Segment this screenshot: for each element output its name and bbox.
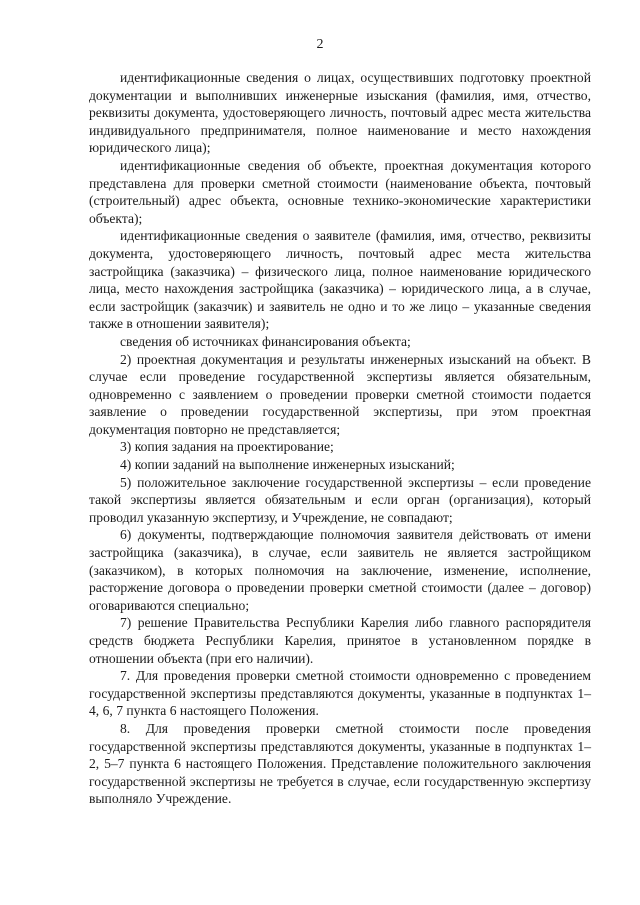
paragraph-item-3: 3) копия задания на проектирование; xyxy=(120,439,334,455)
paragraph-clause-8: 8. Для проведения проверки сметной стоимости после проведения государственной экспертизы представляются документы, указанные в подпунктах 1–2, 5–7 пункта 6 настоящего Положения. Представление положительного заключения государственной экспертизы не требуется в случае, если государственную экспертизу выполняло Учреждение. xyxy=(89,720,591,807)
paragraph-item-7: 7) решение Правительства Республики Карелия либо главного распорядителя средств бюджета Республики Карелия, принятое в установленном порядке в отношении объекта (при его наличии). xyxy=(89,615,591,666)
paragraph-executors-info: идентификационные сведения о лицах, осуществивших подготовку проектной документации и выполнивших инженерные изыскания (фамилия, имя, отчество, реквизиты документа, удостоверяющего личность, почтовый адрес места жительства индивидуального предпринимателя, полное наименование и место нахождения юридического лица); xyxy=(89,70,591,156)
paragraph-item-2: 2) проектная документация и результаты инженерных изысканий на объект. В случае если проведение государственной экспертизы является обязательным, одновременно с заявлением о проведении проверки сметной стоимости подается заявление о проведении государственной экспертизы, при этом проектная документация повторно не представляется; xyxy=(89,351,591,437)
paragraph-item-4: 4) копии заданий на выполнение инженерных изысканий; xyxy=(120,457,455,473)
paragraph-applicant-info: идентификационные сведения о заявителе (фамилия, имя, отчество, реквизиты документа, удостоверяющего личность, почтовый адрес места жительства застройщика (заказчика) – физического лица, полное наименование юридического лица, место нахождения застройщика (заказчика) – юридического лица, а в случае, если застройщик (заказчик) и заявитель не одно и то же лицо – указанные сведения также в отношении заявителя); xyxy=(89,228,591,332)
paragraph-object-info: идентификационные сведения об объекте, проектная документация которого представлена для проверки сметной стоимости (наименование объекта, почтовый (строительный) адрес объекта, основные технико-экономические характеристики объекта); xyxy=(89,157,591,226)
paragraph-clause-7: 7. Для проведения проверки сметной стоимости одновременно с проведением государственной экспертизы представляются документы, указанные в подпунктах 1–4, 6, 7 пункта 6 настоящего Положения. xyxy=(89,668,591,719)
document-body xyxy=(89,69,591,808)
paragraph-item-5: 5) положительное заключение государственной экспертизы – если проведение такой экспертизы является обязательным и если орган (организация), который проводил указанную экспертизу, и Учреждение, не совпадают; xyxy=(89,474,591,525)
paragraph-item-6: 6) документы, подтверждающие полномочия заявителя действовать от имени застройщика (заказчика), в случае, если заявитель не является застройщиком (заказчиком), в которых полномочия на заключение, изменение, исполнение, расторжение договора о проведении проверки сметной стоимости (далее – договор) оговариваются специально; xyxy=(89,527,591,613)
paragraph-financing-sources: сведения об источниках финансирования объекта; xyxy=(120,333,411,349)
page-number: 2 xyxy=(316,37,324,52)
